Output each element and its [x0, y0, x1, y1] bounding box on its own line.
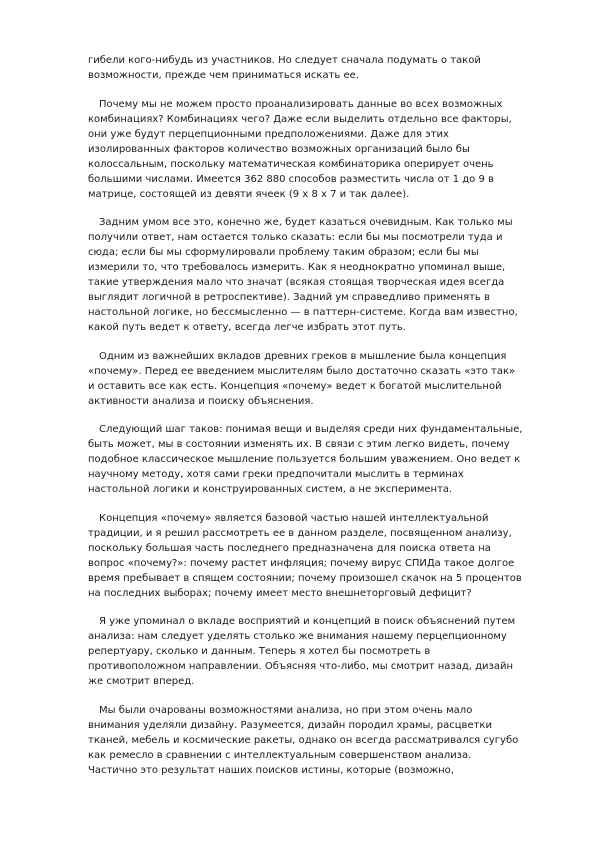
- paragraph: Почему мы не можем просто проанализировать данные во всех возможных комбинациях? Комбинациях чего? Даже если выделить отдельно все факторы, они уже будут перцепционными предположениями. Даже для этих изолированных факторов количество возможных организаций было бы колоссальным, поскольку математическая комбинаторика оперирует очень большими числами. Имеется 362 880 способов разместить числа от 1 до 9 в матрице, состоящей из девяти ячеек (9 x 8 x 7 и так далее).: [88, 98, 512, 200]
- body-text: [88, 53, 523, 791]
- paragraph: Одним из важнейших вкладов древних греков в мышление была концепция «почему». Перед ее введением мыслителям было достаточно сказать «это так» и оставить все как есть. Концепция «почему» ведет к богатой мыслительной активности анализа и поиску объяснения.: [88, 350, 516, 407]
- paragraph: Мы были очарованы возможностями анализа, но при этом очень мало внимания уделяли дизайну. Разумеется, дизайн породил храмы, расцветки тканей, мебель и космические ракеты, однако он всегда рассматривался сугубо как ремесло в сравнении с интеллектуальным совершенством анализа. Частично это результат наших поисков истины, которые (возможно,: [88, 704, 519, 776]
- paragraph: Следующий шаг таков: понимая вещи и выделяя среди них фундаментальные, быть может, мы в состоянии изменять их. В связи с этим легко видеть, почему подобное классическое мышление пользуется большим уважением. Оно ведет к научному методу, хотя сами греки предпочитали мыслить в терминах настольной логики и конструированных систем, а не эксперимента.: [88, 424, 523, 495]
- paragraph: Задним умом все это, конечно же, будет казаться очевидным. Как только мы получили ответ, нам остается только сказать: если бы мы посмотрели туда и сюда; если бы мы сформулировали проблему таким образом; если бы мы измерили то, что требовалось измерить. Как я неоднократно упоминал выше, такие утверждения мало что значат (всякая стоящая творческая идея всегда выглядит логичной в ретроспективе). Задний ум справедливо применять в настольной логике, но бессмысленно — в паттерн-системе. Когда вам известно, какой путь ведет к ответу, всегда легче избрать этот путь.: [88, 217, 518, 333]
- paragraph: Концепция «почему» является базовой частью нашей интеллектуальной традиции, и я решил рассмотреть ее в данном разделе, посвященном анализу, поскольку большая часть последнего предназначена для поиска ответа на вопрос «почему?»: почему растет инфляция; почему вирус СПИДа такое долгое время пребывает в спящем состоянии; почему произошел скачок на 5 процентов на последних выборах; почему имеет место внешнеторговый дефицит?: [88, 512, 522, 599]
- paragraph: гибели кого-нибудь из участников. Но следует сначала подумать о такой возможности, прежде чем приниматься искать ее.: [88, 55, 481, 81]
- paragraph: Я уже упоминал о вкладе восприятий и концепций в поиск объяснений путем анализа: нам следует уделять столько же внимания нашему перцепционному репертуару, сколько и данным. Теперь я хотел бы посмотреть в противоположном направлении. Объясняя что-либо, мы смотрит назад, дизайн же смотрит вперед.: [88, 616, 516, 687]
